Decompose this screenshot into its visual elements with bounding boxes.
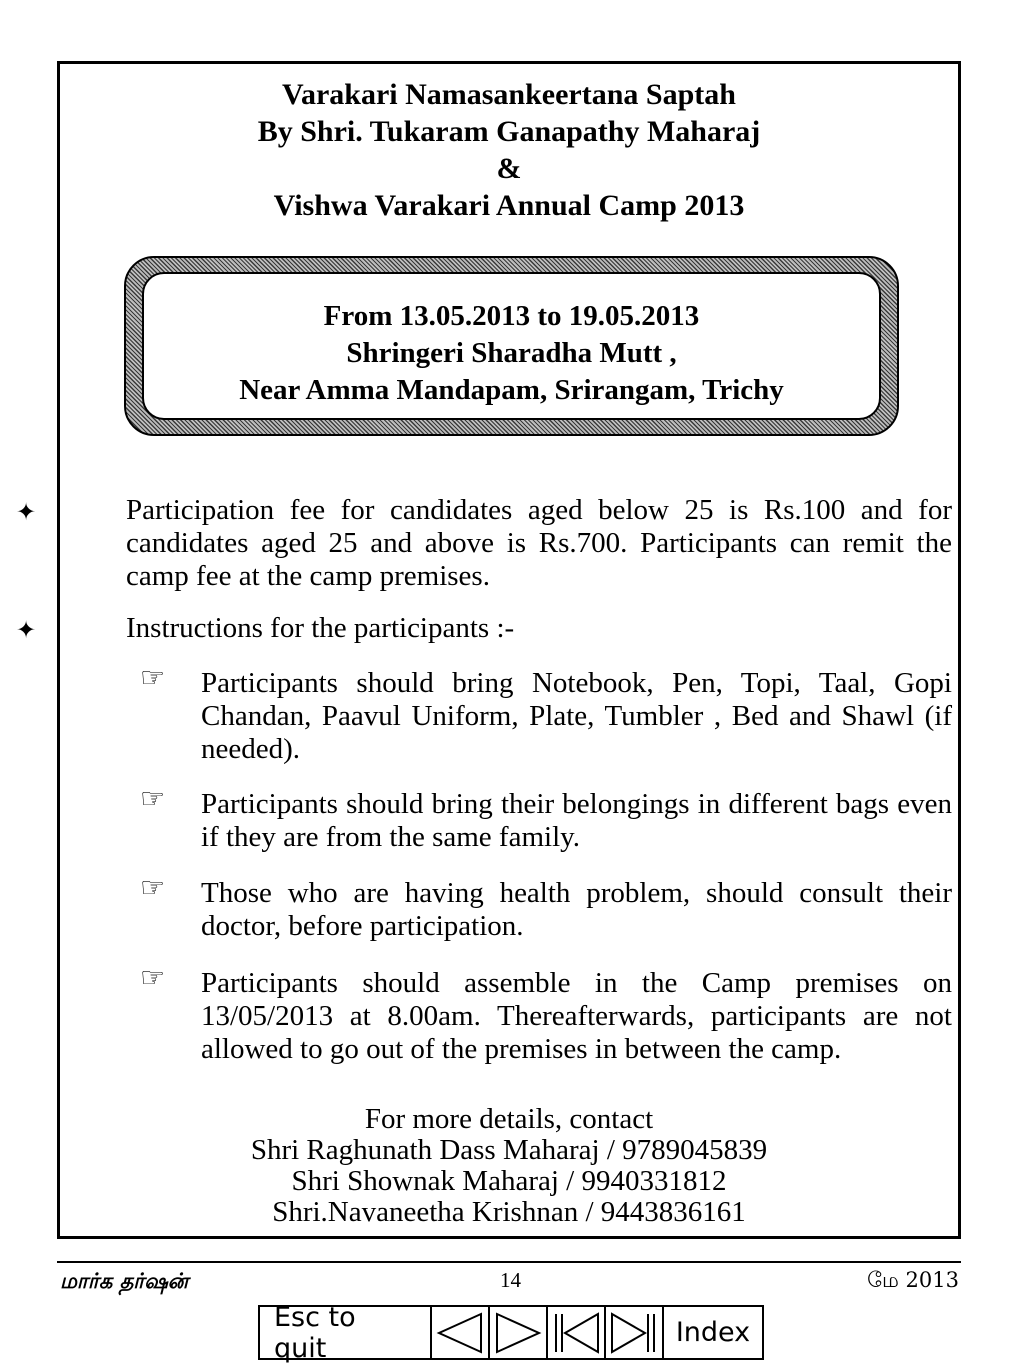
title-line-1: Varakari Namasankeertana Saptah <box>282 78 736 111</box>
document-frame <box>16 61 961 1239</box>
star-bullet-icon: ✦ <box>16 498 37 526</box>
pointing-hand-icon: ☞ <box>140 782 166 815</box>
prev-page-button[interactable] <box>432 1307 490 1358</box>
venue-address: Near Amma Mandapam, Srirangam, Trichy <box>239 374 784 406</box>
last-page-icon <box>609 1311 659 1355</box>
first-page-button[interactable] <box>548 1307 606 1358</box>
instruction-item <box>140 782 952 854</box>
footer-divider <box>57 1261 961 1263</box>
bullet-fee <box>12 494 952 593</box>
bullet-instructions <box>12 612 952 645</box>
venue-dates: From 13.05.2013 to 19.05.2013 <box>323 300 700 332</box>
fee-text: Participation fee for candidates aged below 25 is Rs.100 and for candidates aged 25 and above is Rs.700. Participants can remit the camp fee at the camp premises. <box>126 494 952 592</box>
instruction-item <box>140 661 952 766</box>
star-bullet-icon: ✦ <box>16 616 37 644</box>
magazine-name: மார்க தர்ஷன் <box>60 1268 189 1293</box>
instruction-text: Those who are having health problem, should consult their doctor, before participation. <box>201 877 952 942</box>
contact-person: Shri.Navaneetha Krishnan / 9443836161 <box>272 1196 746 1228</box>
esc-to-quit-button[interactable]: Esc to quit <box>260 1307 432 1358</box>
instruction-item <box>140 871 952 943</box>
next-page-button[interactable] <box>490 1307 548 1358</box>
pointing-hand-icon: ☞ <box>140 961 166 994</box>
prev-page-icon <box>435 1311 485 1355</box>
title-line-4: Vishwa Varakari Annual Camp 2013 <box>273 189 745 222</box>
instruction-text: Participants should bring Notebook, Pen, Topi, Taal, Gopi Chandan, Paavul Uniform, Plate, Tumbler , Bed and Shawl (if needed). <box>201 667 952 765</box>
venue-place: Shringeri Sharadha Mutt , <box>346 337 677 369</box>
contact-heading: For more details, contact <box>364 1103 654 1135</box>
title-line-3: & <box>496 152 522 185</box>
event-title <box>60 76 958 224</box>
contact-section <box>60 1104 958 1228</box>
last-page-button[interactable] <box>606 1307 664 1358</box>
pointing-hand-icon: ☞ <box>140 661 166 694</box>
venue-box <box>124 256 899 436</box>
contact-person: Shri Raghunath Dass Maharaj / 9789045839 <box>250 1134 768 1166</box>
instructions-heading: Instructions for the participants :- <box>126 612 515 644</box>
venue-details <box>142 272 881 420</box>
issue-date: மே 2013 <box>867 1268 959 1292</box>
instruction-text: Participants should bring their belongings in different bags even if they are from the same family. <box>201 788 952 853</box>
index-button[interactable]: Index <box>664 1307 762 1358</box>
navigation-bar <box>258 1301 764 1364</box>
title-line-2: By Shri. Tukaram Ganapathy Maharaj <box>257 115 761 148</box>
next-page-icon <box>493 1311 543 1355</box>
instruction-text: Participants should assemble in the Camp premises on 13/05/2013 at 8.00am. Thereafterwards, participants are not allowed to go out of the premises in between the camp. <box>201 967 952 1065</box>
instruction-item <box>140 961 952 1066</box>
first-page-icon <box>551 1311 601 1355</box>
page-number: 14 <box>500 1268 521 1292</box>
contact-person: Shri Shownak Maharaj / 9940331812 <box>291 1165 727 1197</box>
pointing-hand-icon: ☞ <box>140 871 166 904</box>
